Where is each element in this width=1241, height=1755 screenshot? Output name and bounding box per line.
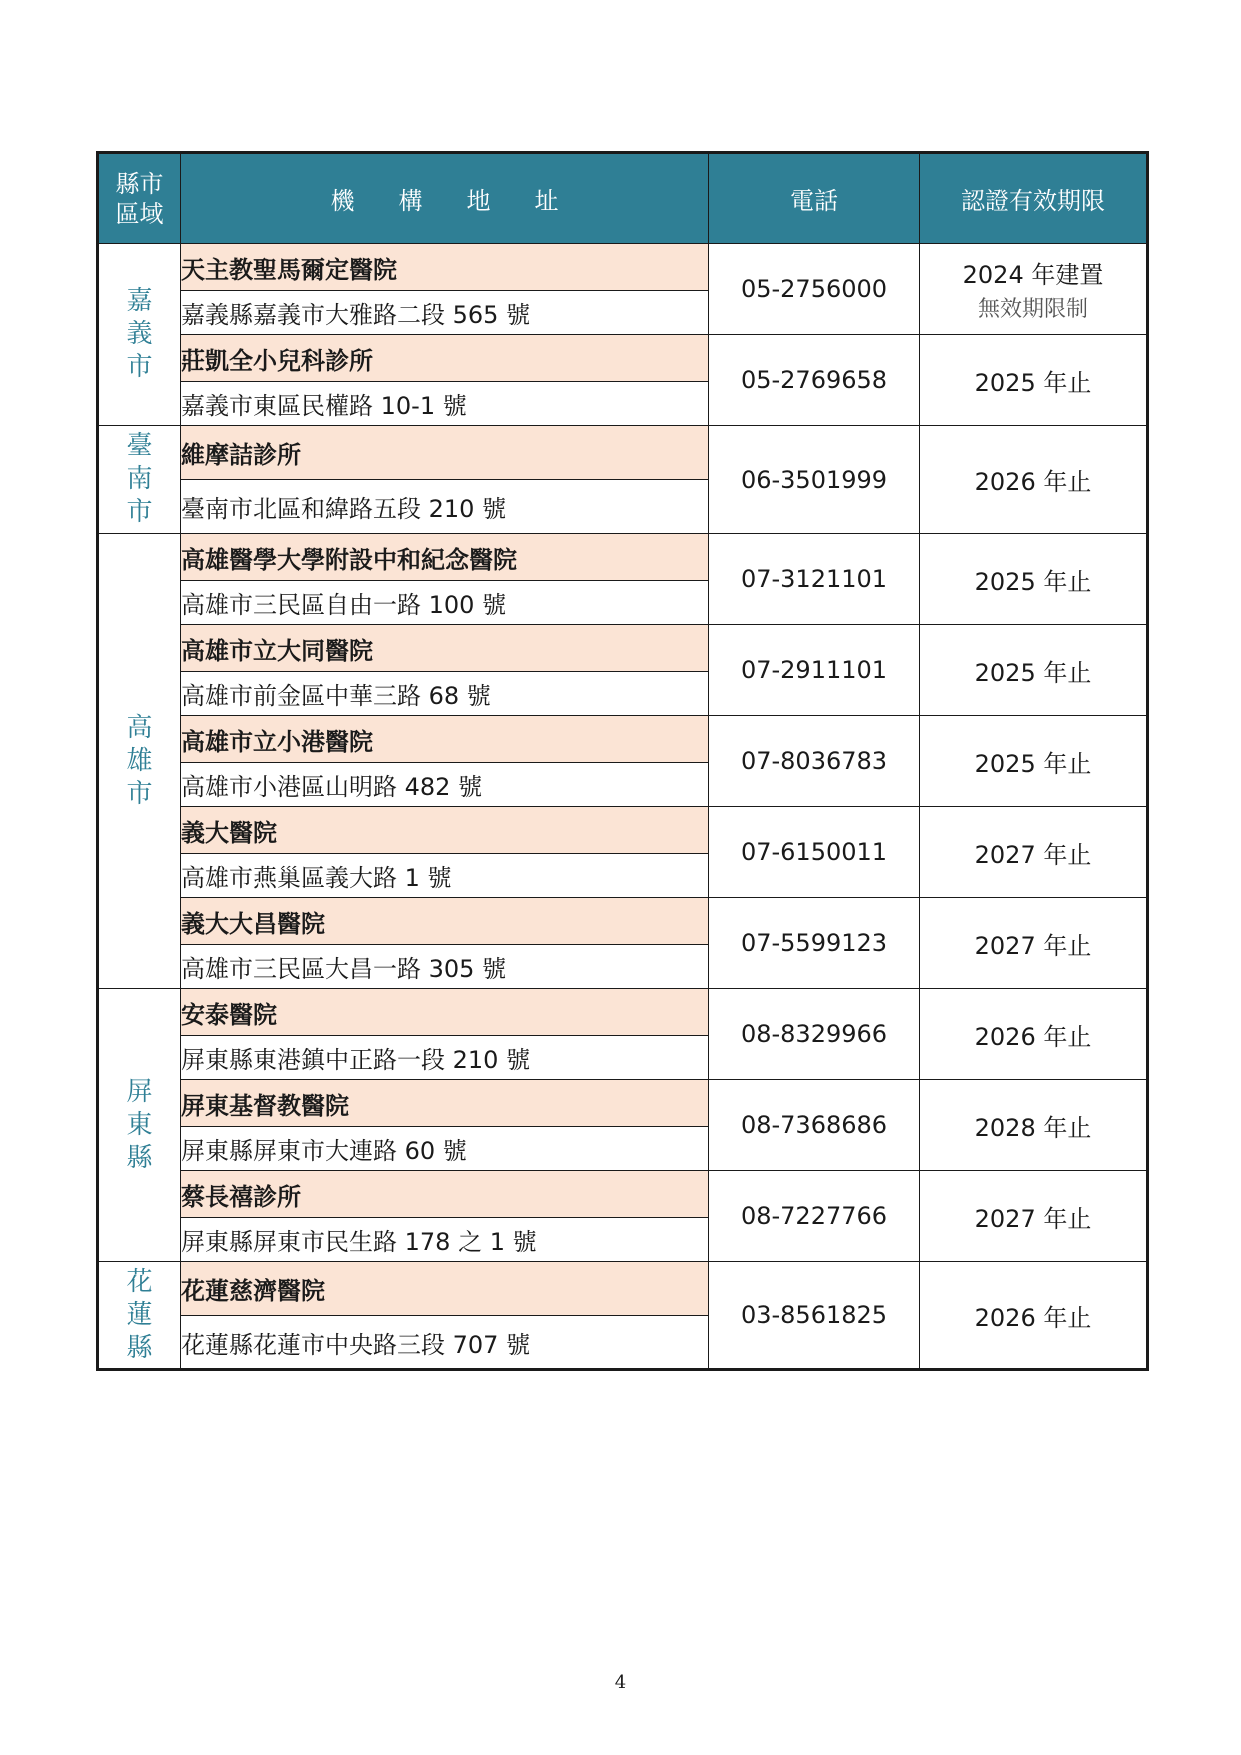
cert-cell: 2027 年止 [920, 1171, 1148, 1262]
region-cell-pingtung [98, 989, 181, 1262]
table-row [98, 898, 1148, 945]
institution-address: 高雄市前金區中華三路 68 號 [181, 672, 709, 716]
region-cell-hualien [98, 1262, 181, 1370]
institution-address: 屏東縣東港鎮中正路一段 210 號 [181, 1036, 709, 1080]
region-char: 嘉 [126, 286, 153, 316]
region-char: 市 [126, 352, 153, 382]
table-row [98, 989, 1148, 1036]
cert-text: 2024 年建置 [962, 261, 1104, 289]
table-header-row [98, 153, 1148, 244]
cert-cell: 2026 年止 [920, 989, 1148, 1080]
phone-cell: 06-3501999 [709, 426, 920, 534]
region-cell-kaohsiung [98, 534, 181, 989]
phone-cell: 08-8329966 [709, 989, 920, 1080]
institution-name: 高雄醫學大學附設中和紀念醫院 [181, 534, 709, 581]
cert-cell: 2025 年止 [920, 625, 1148, 716]
table-row [98, 625, 1148, 672]
institution-name: 蔡長禧診所 [181, 1171, 709, 1218]
table-row [98, 244, 1148, 291]
header-cert: 認證有效期限 [920, 153, 1148, 244]
institution-address: 臺南市北區和緯路五段 210 號 [181, 480, 709, 534]
region-char: 縣 [126, 1142, 153, 1173]
region-char: 屏 [126, 1076, 153, 1107]
region-cell-chiayi [98, 244, 181, 426]
cert-cell [920, 244, 1148, 335]
institution-address: 高雄市三民區自由一路 100 號 [181, 581, 709, 625]
region-char: 花 [126, 1266, 153, 1297]
institution-address: 嘉義縣嘉義市大雅路二段 565 號 [181, 291, 709, 335]
cert-cell: 2026 年止 [920, 426, 1148, 534]
phone-cell: 07-8036783 [709, 716, 920, 807]
institution-address: 高雄市三民區大昌一路 305 號 [181, 945, 709, 989]
institution-address: 嘉義市東區民權路 10-1 號 [181, 382, 709, 426]
header-region-line1: 縣市 [115, 169, 164, 198]
cert-cell: 2025 年止 [920, 335, 1148, 426]
institution-address: 高雄市小港區山明路 482 號 [181, 763, 709, 807]
region-char: 東 [126, 1109, 153, 1140]
header-institution: 機構地址 [181, 153, 709, 244]
institution-name: 天主教聖馬爾定醫院 [181, 244, 709, 291]
region-char: 市 [126, 778, 153, 809]
institution-name: 安泰醫院 [181, 989, 709, 1036]
region-char: 南 [126, 464, 153, 494]
table-row [98, 335, 1148, 382]
header-region-line2: 區域 [115, 199, 164, 228]
phone-cell: 05-2769658 [709, 335, 920, 426]
region-char: 縣 [126, 1332, 153, 1363]
institution-name: 屏東基督教醫院 [181, 1080, 709, 1127]
header-region [98, 153, 181, 244]
cert-note: 無效期限制 [977, 297, 1088, 322]
table-row [98, 1262, 1148, 1316]
cert-cell: 2025 年止 [920, 534, 1148, 625]
phone-cell: 05-2756000 [709, 244, 920, 335]
cert-cell: 2027 年止 [920, 807, 1148, 898]
institution-name: 高雄市立小港醫院 [181, 716, 709, 763]
table-row [98, 534, 1148, 581]
institution-name: 義大醫院 [181, 807, 709, 854]
table-row [98, 1171, 1148, 1218]
region-char: 高 [126, 712, 153, 743]
region-cell-tainan [98, 426, 181, 534]
phone-cell: 07-6150011 [709, 807, 920, 898]
table-row [98, 1080, 1148, 1127]
institution-address: 屏東縣屏東市大連路 60 號 [181, 1127, 709, 1171]
phone-cell: 07-2911101 [709, 625, 920, 716]
region-char: 義 [126, 319, 153, 349]
region-char: 市 [126, 497, 153, 527]
institution-address: 高雄市燕巢區義大路 1 號 [181, 854, 709, 898]
cert-cell: 2028 年止 [920, 1080, 1148, 1171]
phone-cell: 08-7227766 [709, 1171, 920, 1262]
institution-name: 高雄市立大同醫院 [181, 625, 709, 672]
region-char: 臺 [126, 431, 153, 461]
institution-address: 屏東縣屏東市民生路 178 之 1 號 [181, 1218, 709, 1262]
cert-cell: 2025 年止 [920, 716, 1148, 807]
table-row [98, 426, 1148, 480]
page-number: 4 [614, 1672, 627, 1693]
phone-cell: 07-3121101 [709, 534, 920, 625]
phone-cell: 03-8561825 [709, 1262, 920, 1370]
institution-name: 義大大昌醫院 [181, 898, 709, 945]
institution-name: 維摩詰診所 [181, 426, 709, 480]
table-row [98, 716, 1148, 763]
phone-cell: 07-5599123 [709, 898, 920, 989]
institution-address: 花蓮縣花蓮市中央路三段 707 號 [181, 1316, 709, 1370]
institution-name: 莊凱全小兒科診所 [181, 335, 709, 382]
header-phone: 電話 [709, 153, 920, 244]
phone-cell: 08-7368686 [709, 1080, 920, 1171]
cert-cell: 2026 年止 [920, 1262, 1148, 1370]
table-row [98, 807, 1148, 854]
region-char: 蓮 [126, 1299, 153, 1330]
region-char: 雄 [126, 745, 153, 776]
institution-name: 花蓮慈濟醫院 [181, 1262, 709, 1316]
cert-cell: 2027 年止 [920, 898, 1148, 989]
institution-table [96, 151, 1149, 1371]
